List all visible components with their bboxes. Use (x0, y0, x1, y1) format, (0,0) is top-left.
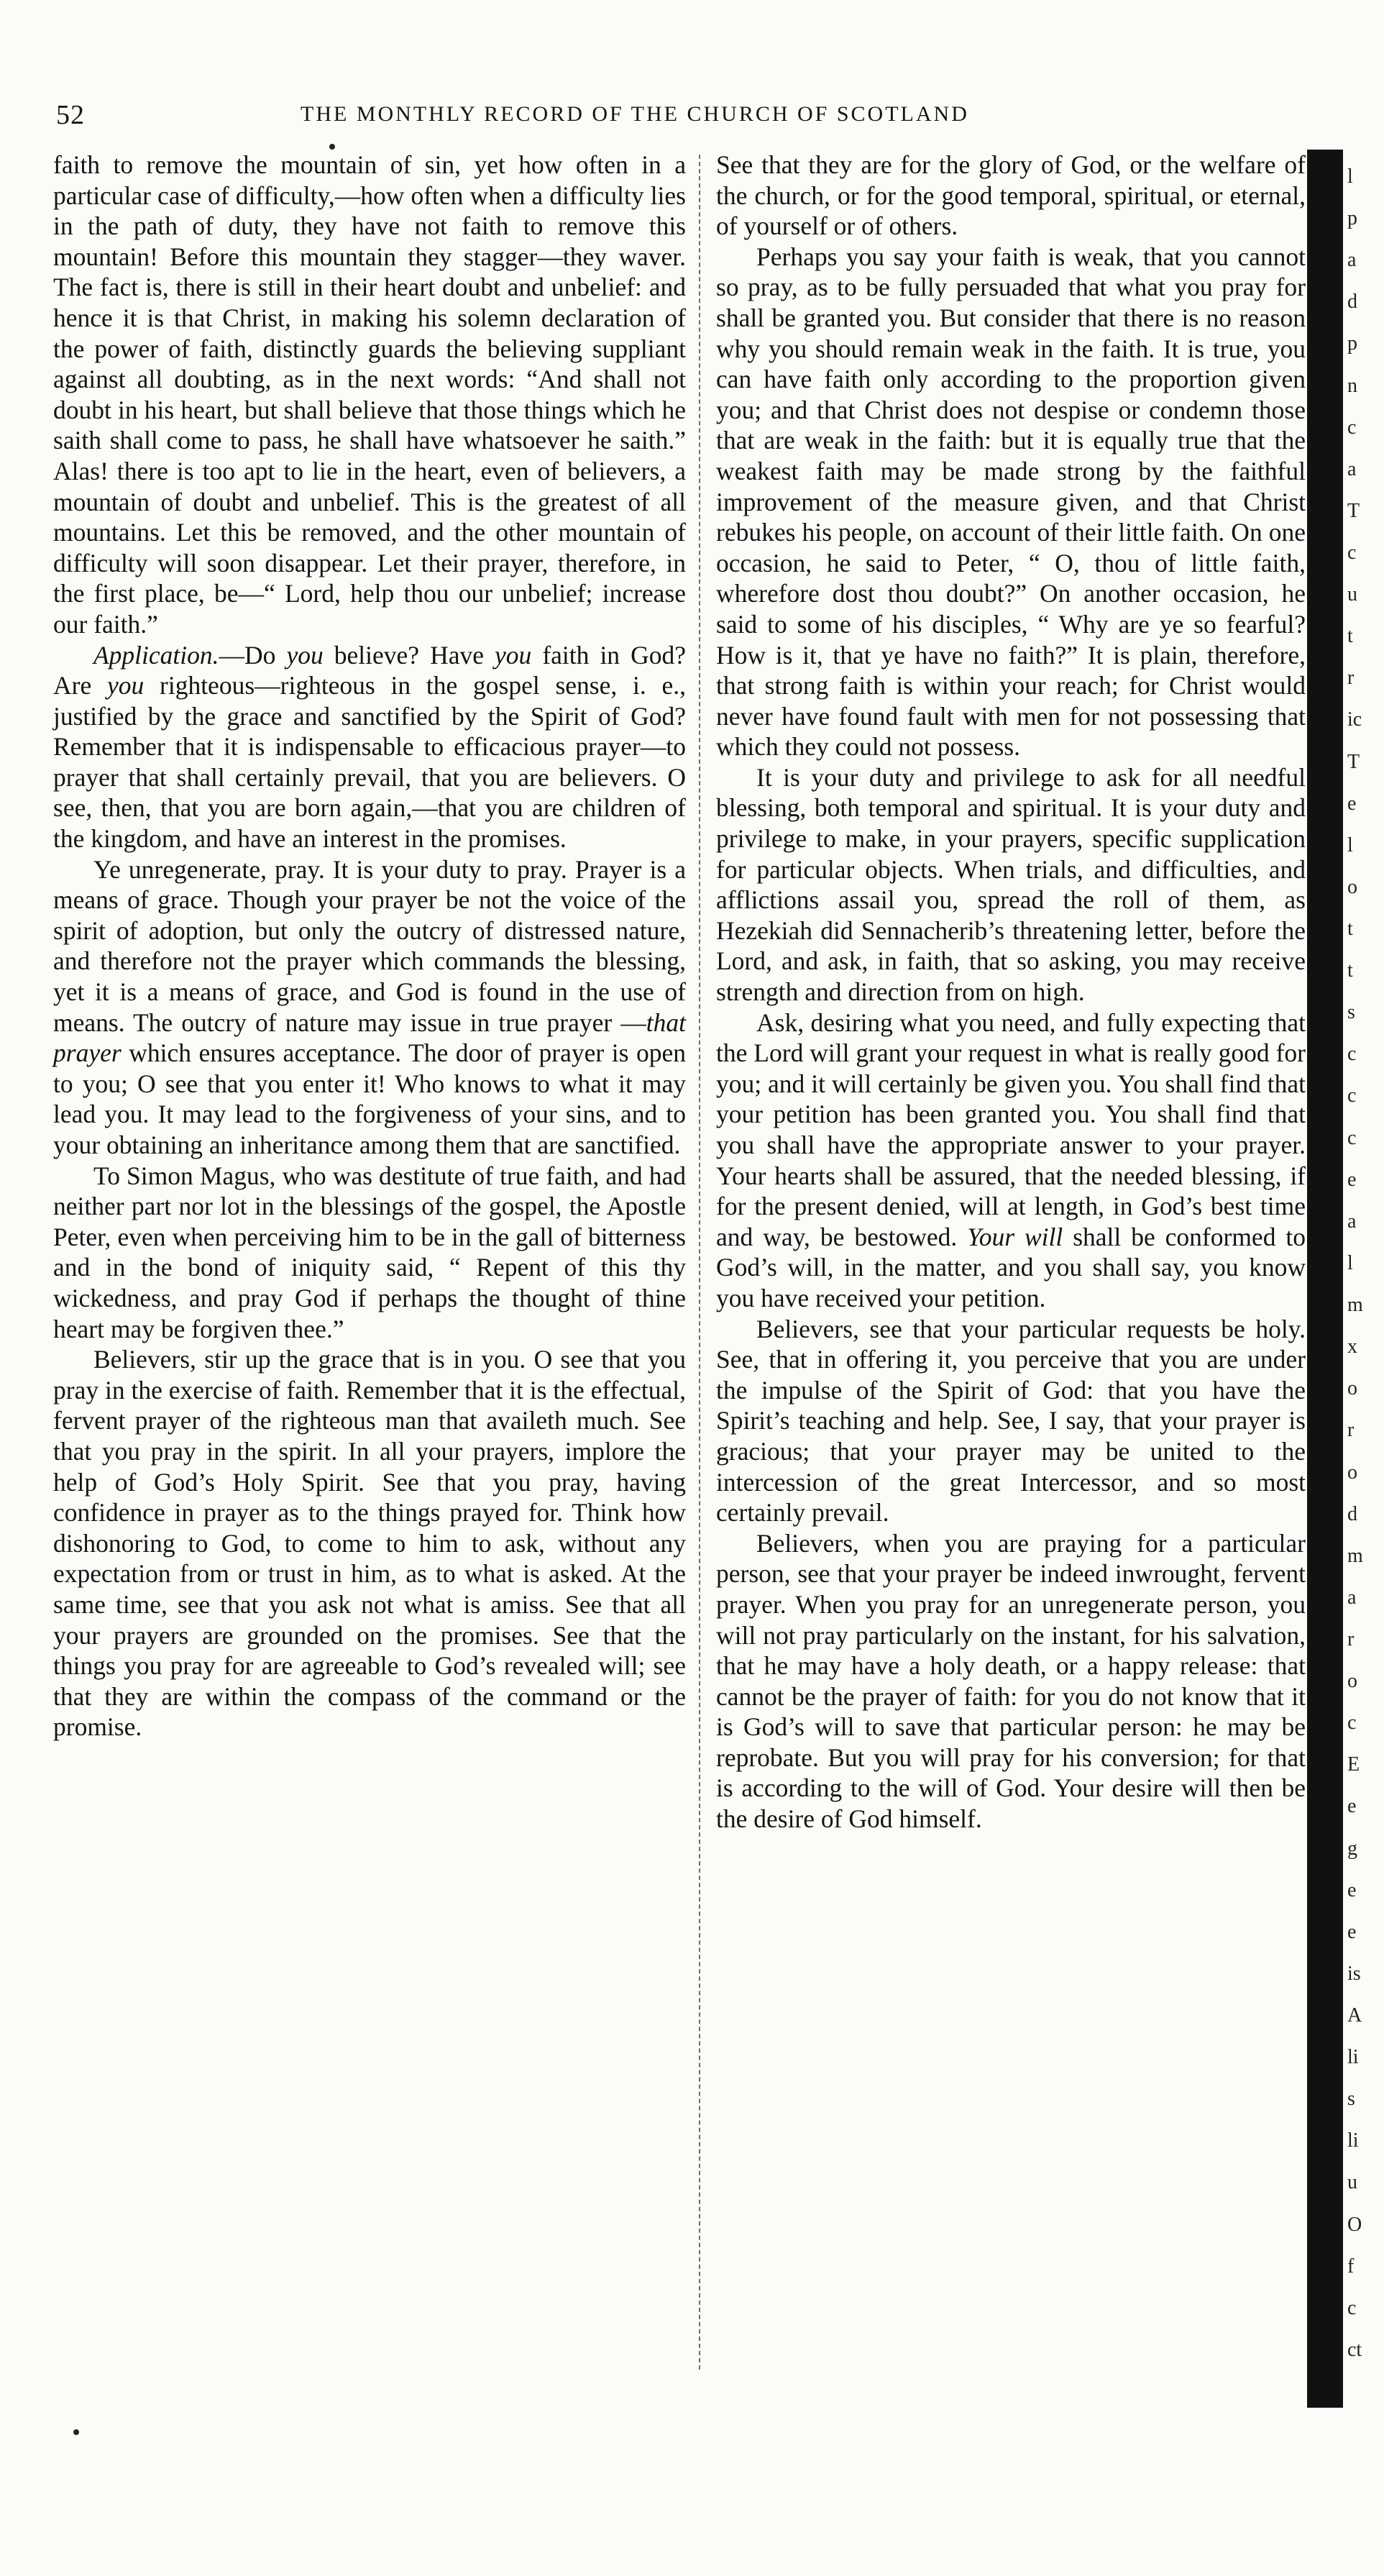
edge-fragment: ic (1347, 708, 1362, 731)
edge-fragment: x (1347, 1335, 1357, 1358)
edge-fragment: a (1347, 249, 1357, 271)
edge-fragment: li (1347, 2129, 1359, 2152)
paragraph: See that they are for the glory of God, or the welfare of the church, or for the good temporal, spiritual, or eternal, of yourself or of others. (716, 150, 1306, 241)
paragraph: Believers, stir up the grace that is in you. O see that you pray in the exercise of faith. Remember that it is the effectual, fervent prayer of the righteous man that availeth much. See that you pray in the spirit. In all your prayers, implore the help of God’s Holy Spirit. See that you pray, having confidence in prayer as to the things prayed for. Think how dishonoring to God, to come to him to ask, without any expectation from or trust in him, as to what is asked. At the same time, see that you ask not what is amiss. See that all your prayers are grounded on the promises. See that the things you pray for are agreeable to God’s revealed will; see that they are within the compass of the command or the promise. (53, 1345, 686, 1742)
edge-fragment: ct (1347, 2339, 1362, 2361)
edge-fragment: c (1347, 1043, 1357, 1065)
edge-fragment: e (1347, 1879, 1357, 1901)
speck-mark (329, 144, 335, 150)
edge-fragment: e (1347, 1795, 1357, 1817)
paragraph: faith to remove the mountain of sin, yet how often in a particular case of difficulty,—how often when a difficulty lies in the path of duty, they have not faith to remove this mountain! Before this mountain they stagger—they waver. The fact is, there is still in their heart doubt and unbelief: and hence it is that Christ, in making his solemn declaration of the power of faith, distinctly guards the believing suppliant against all doubting, as in the next words: “And shall not doubt in his heart, but shall believe that those things which he saith shall come to pass, he shall have whatsoever he saith.” Alas! there is too apt to lie in the heart, even of believers, a mountain of doubt and unbelief. This is the greatest of all mountains. Let this be removed, and the other mountain of difficulty will soon disappear. Let their prayer, therefore, in the first place, be—“ Lord, help thou our unbelief; increase our faith.” (53, 150, 686, 639)
edge-fragment: is (1347, 1963, 1361, 1985)
column-divider (699, 155, 700, 2370)
edge-fragment: e (1347, 1921, 1357, 1943)
edge-fragment: g (1347, 1837, 1357, 1860)
paragraph: To Simon Magus, who was destitute of true faith, and had neither part nor lot in the blessings of the gospel, the Apostle Peter, even when perceiving him to be in the gall of bitterness and in the bond of iniquity said, “ Repent of this thy wickedness, and pray God if perhaps the thought of thine heart may be forgiven thee.” (53, 1161, 686, 1343)
paragraph: Believers, when you are praying for a particular person, see that your prayer be indeed inwrought, fervent prayer. When you pray for an unregenerate person, you will not pray particularly on the instant, for his salvation, that he may have a holy death, or a happy release: that cannot be the prayer of faith: for you do not know that it is God’s will to save that particular person: he may be reprobate. But you will pray for his conversion; for that is according to the will of God. Your desire will then be the desire of God himself. (716, 1528, 1306, 1834)
edge-fragment: li (1347, 2046, 1359, 2068)
running-head: THE MONTHLY RECORD OF THE CHURCH OF SCOTLAND (301, 102, 969, 126)
edge-fragment: T (1347, 751, 1360, 773)
edge-fragment: f (1347, 2255, 1355, 2278)
edge-fragment: E (1347, 1753, 1360, 1776)
adjacent-page-edge (1344, 165, 1384, 2409)
edge-fragment: A (1347, 2004, 1362, 2027)
edge-fragment: p (1347, 332, 1357, 355)
edge-fragment: p (1347, 207, 1357, 229)
edge-fragment: c (1347, 1127, 1357, 1149)
paragraph: Ask, desiring what you need, and fully expecting that the Lord will grant your request in what is really good for you; and it will certainly be given you. You shall find that your petition has been granted you. You shall find that you shall have the appropriate answer to your prayer. Your hearts shall be assured, that the needed blessing, if for the present denied, will at length, in God’s best time and way, be bestowed. Your will shall be conformed to God’s will, in the matter, and you shall say, you know you have received your petition. (716, 1008, 1306, 1312)
scan-shadow-band (1307, 150, 1343, 2408)
edge-fragment: t (1347, 959, 1353, 982)
edge-fragment: o (1347, 1461, 1357, 1484)
page-number: 52 (56, 100, 85, 130)
edge-fragment: l (1347, 1252, 1353, 1274)
paragraph: Application.—Do you believe? Have you faith in God? Are you righteous—righteous in the gospel sense, i. e., justified by the grace and sanctified by the Spirit of God? Remember that it is indispensable to efficacious prayer—to prayer that shall certainly prevail, that you are believers. O see, then, that you are born again,—that you are children of the kingdom, and have an interest in the promises. (53, 640, 687, 854)
edge-fragment: t (1347, 625, 1353, 647)
edge-fragment: l (1347, 165, 1353, 188)
edge-fragment: c (1347, 416, 1357, 439)
paragraph: Perhaps you say your faith is weak, that you cannot so pray, as to be fully persuaded that what you pray for shall be granted you. But consider that there is no reason why you should remain weak in the faith. It is true, you can have faith only according to the proportion given you; and that Christ does not despise or condemn those that are weak in the faith: but it is equally true that the weakest faith may be made strong by the faithful improvement of the measure given, and that Christ rebukes his people, on account of their little faith. On one occasion, he said to Peter, “ O, thou of little faith, wherefore dost thou doubt?” On another occasion, he said to some of his disciples, “ Why are ye so fearful? How is it, that ye have no faith?” It is plain, therefore, that strong faith is within your reach; for Christ would never have found fault with men for not possessing that which they could not possess. (716, 242, 1306, 762)
edge-fragment: e (1347, 793, 1357, 815)
edge-fragment: o (1347, 1670, 1357, 1692)
edge-fragment: c (1347, 542, 1357, 564)
edge-fragment: u (1347, 2171, 1357, 2193)
edge-fragment: l (1347, 834, 1353, 857)
edge-fragment: t (1347, 918, 1353, 940)
speck-mark (73, 2429, 79, 2435)
paragraph: It is your duty and privilege to ask for all needful blessing, both temporal and spiritual. It is your duty and privilege to make, in your prayers, specific supplication for particular objects. When trials, and difficulties, and afflictions assail you, spread the roll of them, as Hezekiah did Sennacherib’s threatening letter, before the Lord, and ask, in faith, that so asking, you may receive strength and direction from on high. (716, 762, 1306, 1007)
italic-heading: Application. (93, 640, 219, 670)
edge-fragment: a (1347, 1210, 1357, 1233)
edge-fragment: c (1347, 2297, 1357, 2319)
edge-fragment: s (1347, 1001, 1355, 1023)
left-column (53, 150, 686, 1743)
edge-fragment: O (1347, 2214, 1362, 2236)
edge-fragment: m (1347, 1545, 1363, 1567)
edge-fragment: o (1347, 1377, 1357, 1399)
edge-fragment: m (1347, 1294, 1363, 1316)
edge-fragment: c (1347, 1084, 1357, 1107)
edge-fragment: a (1347, 1586, 1357, 1609)
edge-fragment: d (1347, 291, 1357, 313)
right-column (716, 150, 1306, 1835)
edge-fragment: c (1347, 1712, 1357, 1734)
edge-fragment: u (1347, 583, 1357, 606)
edge-fragment: a (1347, 458, 1357, 480)
paragraph: Believers, see that your particular requests be holy. See, that in offering it, you perceive that you are under the impulse of the Spirit of God: that you have the Spirit’s teaching and help. See, I say, that your prayer is gracious; that your prayer may be united to the intercession of the great Intercessor, and so most certainly prevail. (716, 1314, 1306, 1527)
edge-fragment: T (1347, 500, 1360, 522)
edge-fragment: n (1347, 375, 1357, 397)
page-header (56, 99, 1336, 131)
edge-fragment: r (1347, 667, 1355, 689)
edge-fragment: r (1347, 1419, 1355, 1441)
edge-fragment: s (1347, 2088, 1355, 2110)
edge-fragment: r (1347, 1628, 1355, 1650)
edge-fragment: d (1347, 1503, 1357, 1525)
edge-fragment: e (1347, 1169, 1357, 1191)
paragraph: Ye unregenerate, pray. It is your duty to pray. Prayer is a means of grace. Though your prayer be not the voice of the spirit of adoption, but only the outcry of distressed nature, and therefore not the prayer which commands the blessing, yet it is a means of grace, and God is found in the use of means. The outcry of nature may issue in true prayer —that prayer which ensures acceptance. The door of prayer is open to you; O see that you enter it! Who knows to what it may lead you. It may lead to the forgiveness of your sins, and to your obtaining an inheritance among them that are sanctified. (53, 854, 686, 1159)
edge-fragment: o (1347, 876, 1357, 898)
